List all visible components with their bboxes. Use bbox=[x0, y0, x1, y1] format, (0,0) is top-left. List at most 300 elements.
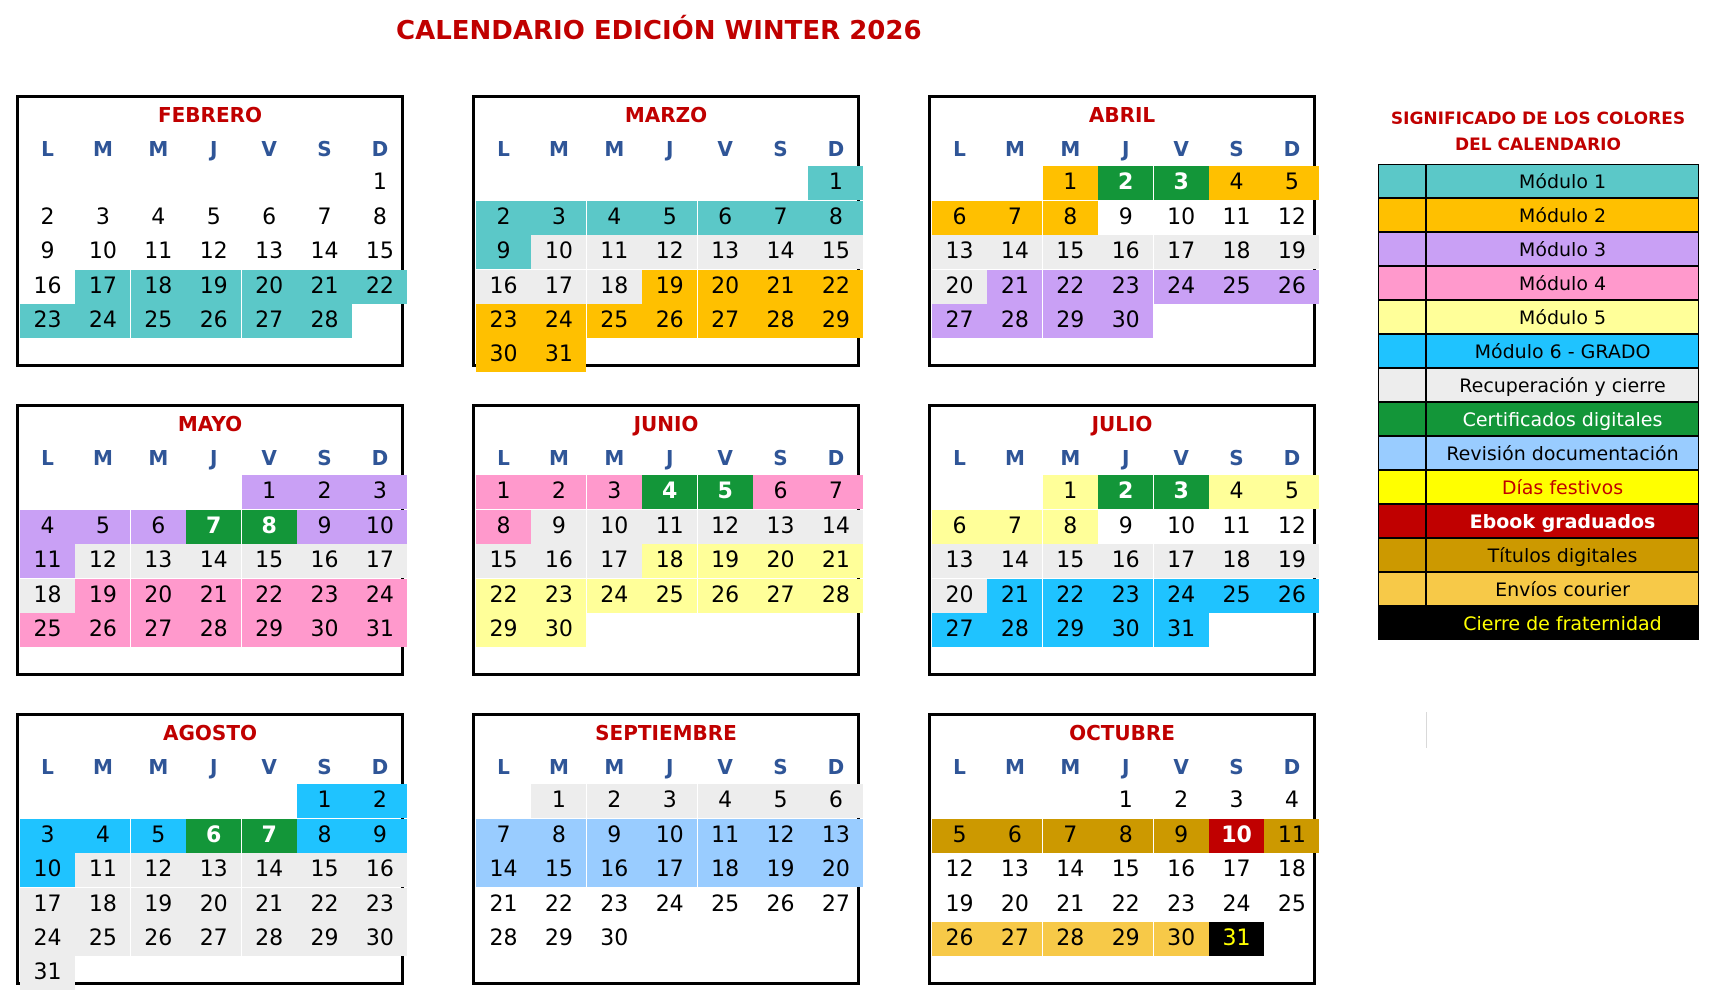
calendar-day: 1 bbox=[242, 475, 297, 509]
calendar-day: 15 bbox=[242, 544, 297, 578]
weekday-header: J bbox=[1121, 137, 1130, 161]
weekday-header: M bbox=[1004, 137, 1025, 161]
calendar-day: 11 bbox=[20, 544, 75, 578]
weekday-header: M bbox=[548, 755, 569, 779]
page-title: CALENDARIO EDICIÓN WINTER 2026 bbox=[396, 16, 922, 46]
calendar-day: 25 bbox=[131, 304, 186, 338]
calendar-day: 5 bbox=[698, 475, 753, 509]
calendar-day: 13 bbox=[698, 235, 753, 269]
calendar-day: 11 bbox=[75, 853, 130, 887]
weekday-header: J bbox=[665, 755, 674, 779]
calendar-day: 26 bbox=[131, 922, 186, 956]
month-junio bbox=[472, 404, 860, 676]
legend-swatch bbox=[1378, 606, 1426, 640]
calendar-day: 27 bbox=[987, 922, 1042, 956]
weekday-header: L bbox=[953, 446, 966, 470]
calendar-day: 14 bbox=[808, 510, 863, 544]
calendar-day: 16 bbox=[1167, 857, 1196, 883]
calendar-day: 24 bbox=[587, 579, 642, 613]
calendar-day: 14 bbox=[1056, 857, 1085, 883]
legend-swatch bbox=[1378, 232, 1426, 266]
calendar-day: 7 bbox=[808, 475, 863, 509]
calendar-day: 3 bbox=[95, 204, 110, 230]
weekday-header: M bbox=[604, 137, 625, 161]
calendar-day: 22 bbox=[1111, 891, 1140, 917]
weekday-header: S bbox=[1229, 446, 1244, 470]
calendar-day: 7 bbox=[987, 201, 1042, 235]
calendar-day: 1 bbox=[808, 166, 863, 200]
legend-swatch bbox=[1378, 266, 1426, 300]
legend-label: Títulos digitales bbox=[1426, 538, 1699, 572]
calendar-day: 17 bbox=[1154, 544, 1209, 578]
weekday-header: V bbox=[1173, 755, 1189, 779]
legend-label: Módulo 2 bbox=[1426, 198, 1699, 232]
calendar-day: 31 bbox=[1154, 613, 1209, 647]
legend-swatch bbox=[1378, 368, 1426, 402]
calendar-day: 17 bbox=[1154, 235, 1209, 269]
calendar-day: 31 bbox=[20, 956, 75, 990]
calendar-day: 8 bbox=[1043, 510, 1098, 544]
weekday-header: L bbox=[497, 755, 510, 779]
calendar-day: 13 bbox=[186, 853, 241, 887]
weekday-header: V bbox=[717, 137, 733, 161]
weekday-header: J bbox=[1121, 446, 1130, 470]
calendar-day: 1 bbox=[1118, 788, 1133, 814]
calendar-day: 13 bbox=[808, 819, 863, 853]
legend-title bbox=[1370, 106, 1706, 158]
calendar-day: 14 bbox=[186, 544, 241, 578]
calendar-day: 23 bbox=[1098, 579, 1153, 613]
weekday-header: L bbox=[41, 446, 54, 470]
calendar-day: 9 bbox=[352, 819, 407, 853]
calendar-day: 7 bbox=[476, 819, 531, 853]
calendar-day: 19 bbox=[186, 270, 241, 304]
calendar-day: 3 bbox=[352, 475, 407, 509]
weekday-header: M bbox=[1004, 755, 1025, 779]
weekday-header: M bbox=[92, 755, 113, 779]
legend-title-line-2: DEL CALENDARIO bbox=[1455, 135, 1621, 155]
calendar-day: 18 bbox=[587, 270, 642, 304]
calendar-day: 21 bbox=[489, 891, 518, 917]
calendar-day: 22 bbox=[544, 891, 573, 917]
calendar-day: 29 bbox=[1098, 922, 1153, 956]
calendar-day: 10 bbox=[531, 235, 586, 269]
month-name: JUNIO bbox=[633, 412, 699, 436]
calendar-day: 2 bbox=[1098, 166, 1153, 200]
weekday-header: M bbox=[1004, 446, 1025, 470]
month-name: FEBRERO bbox=[157, 103, 263, 127]
calendar-day: 6 bbox=[987, 819, 1042, 853]
weekday-header: L bbox=[41, 755, 54, 779]
calendar-day: 4 bbox=[587, 201, 642, 235]
calendar-day: 3 bbox=[20, 819, 75, 853]
weekday-header: S bbox=[773, 446, 788, 470]
calendar-day: 1 bbox=[372, 170, 387, 196]
weekday-header: V bbox=[1173, 137, 1189, 161]
calendar-day: 14 bbox=[310, 239, 339, 265]
weekday-header: D bbox=[1283, 446, 1301, 470]
calendar-day: 1 bbox=[531, 784, 586, 818]
calendar-day: 19 bbox=[131, 888, 186, 922]
month-abril bbox=[928, 95, 1316, 367]
calendar-day: 17 bbox=[75, 270, 130, 304]
calendar-day: 16 bbox=[531, 544, 586, 578]
calendar-day: 2 bbox=[1098, 475, 1153, 509]
calendar-day: 26 bbox=[766, 891, 795, 917]
legend-swatch bbox=[1378, 300, 1426, 334]
calendar-day: 20 bbox=[698, 270, 753, 304]
calendar-day: 21 bbox=[242, 888, 297, 922]
calendar-day: 27 bbox=[932, 304, 987, 338]
weekday-header: M bbox=[148, 446, 169, 470]
calendar-day: 15 bbox=[1043, 235, 1098, 269]
calendar-day: 24 bbox=[531, 304, 586, 338]
calendar-day: 17 bbox=[1222, 857, 1251, 883]
calendar-day: 15 bbox=[365, 239, 394, 265]
calendar-day: 5 bbox=[932, 819, 987, 853]
calendar-day: 7 bbox=[186, 510, 241, 544]
calendar-day: 24 bbox=[75, 304, 130, 338]
calendar-day: 9 bbox=[1154, 819, 1209, 853]
calendar-day: 9 bbox=[1118, 204, 1133, 230]
calendar-day: 10 bbox=[352, 510, 407, 544]
weekday-header: S bbox=[1229, 755, 1244, 779]
month-marzo bbox=[472, 95, 860, 367]
calendar-day: 21 bbox=[186, 579, 241, 613]
calendar-day: 18 bbox=[75, 888, 130, 922]
calendar-day: 12 bbox=[753, 819, 808, 853]
calendar-day: 23 bbox=[531, 579, 586, 613]
legend-swatch bbox=[1378, 538, 1426, 572]
calendar-day: 16 bbox=[1098, 544, 1153, 578]
calendar-day: 31 bbox=[352, 613, 407, 647]
calendar-day: 9 bbox=[531, 510, 586, 544]
calendar-day: 2 bbox=[352, 784, 407, 818]
calendar-day: 6 bbox=[186, 819, 241, 853]
calendar-day: 9 bbox=[1118, 513, 1133, 539]
calendar-day: 31 bbox=[531, 338, 586, 372]
calendar-day: 2 bbox=[1174, 788, 1189, 814]
calendar-day: 3 bbox=[531, 201, 586, 235]
calendar-day: 29 bbox=[297, 922, 352, 956]
calendar-day: 21 bbox=[753, 270, 808, 304]
calendar-day: 18 bbox=[698, 853, 753, 887]
calendar-day: 25 bbox=[1277, 891, 1306, 917]
calendar-day: 7 bbox=[1043, 819, 1098, 853]
calendar-day: 24 bbox=[1154, 270, 1209, 304]
calendar-day: 6 bbox=[262, 204, 277, 230]
weekday-header: L bbox=[953, 137, 966, 161]
calendar-day: 5 bbox=[75, 510, 130, 544]
calendar-day: 12 bbox=[75, 544, 130, 578]
calendar-day: 3 bbox=[1154, 475, 1209, 509]
weekday-header: J bbox=[665, 137, 674, 161]
weekday-header: D bbox=[827, 446, 845, 470]
calendar-day: 17 bbox=[642, 853, 697, 887]
calendar-day: 3 bbox=[587, 475, 642, 509]
calendar-day: 13 bbox=[255, 239, 284, 265]
calendar-day: 19 bbox=[642, 270, 697, 304]
calendar-day: 8 bbox=[372, 204, 387, 230]
calendar-day: 23 bbox=[476, 304, 531, 338]
calendar-day: 15 bbox=[1111, 857, 1140, 883]
calendar-day: 8 bbox=[808, 201, 863, 235]
calendar-day: 26 bbox=[932, 922, 987, 956]
weekday-header: M bbox=[148, 137, 169, 161]
calendar-day: 13 bbox=[131, 544, 186, 578]
calendar-day: 18 bbox=[1209, 235, 1264, 269]
calendar-day: 4 bbox=[151, 204, 166, 230]
calendar-day: 27 bbox=[932, 613, 987, 647]
calendar-day: 15 bbox=[1043, 544, 1098, 578]
weekday-header: J bbox=[209, 446, 218, 470]
calendar-day: 20 bbox=[186, 888, 241, 922]
divider-line bbox=[1426, 712, 1427, 748]
weekday-header: D bbox=[371, 755, 389, 779]
calendar-day: 22 bbox=[297, 888, 352, 922]
legend-swatch bbox=[1378, 504, 1426, 538]
calendar-day: 16 bbox=[33, 273, 62, 299]
calendar-day: 6 bbox=[753, 475, 808, 509]
calendar-day: 14 bbox=[987, 544, 1042, 578]
calendar-day: 30 bbox=[531, 613, 586, 647]
calendar-day: 19 bbox=[698, 544, 753, 578]
calendar-day: 7 bbox=[242, 819, 297, 853]
calendar-day: 11 bbox=[587, 235, 642, 269]
calendar-day: 10 bbox=[642, 819, 697, 853]
calendar-day: 22 bbox=[476, 579, 531, 613]
legend-label: Recuperación y cierre bbox=[1426, 368, 1699, 402]
calendar-day: 20 bbox=[932, 270, 987, 304]
calendar-day: 20 bbox=[753, 544, 808, 578]
calendar-day: 14 bbox=[476, 853, 531, 887]
legend-label: Módulo 1 bbox=[1426, 164, 1699, 198]
weekday-header: D bbox=[371, 137, 389, 161]
legend-swatch bbox=[1378, 334, 1426, 368]
calendar-day: 7 bbox=[987, 510, 1042, 544]
calendar-day: 10 bbox=[587, 510, 642, 544]
legend-label: Módulo 5 bbox=[1426, 300, 1699, 334]
month-julio bbox=[928, 404, 1316, 676]
calendar-day: 17 bbox=[20, 888, 75, 922]
calendar-day: 2 bbox=[531, 475, 586, 509]
legend-swatch bbox=[1378, 198, 1426, 232]
calendar-day: 5 bbox=[753, 784, 808, 818]
weekday-header: J bbox=[209, 755, 218, 779]
calendar-day: 4 bbox=[698, 784, 753, 818]
calendar-day: 28 bbox=[1043, 922, 1098, 956]
calendar-day: 27 bbox=[753, 579, 808, 613]
calendar-day: 11 bbox=[1264, 819, 1319, 853]
calendar-day: 14 bbox=[753, 235, 808, 269]
calendar-day: 11 bbox=[1222, 513, 1251, 539]
calendar-day: 28 bbox=[186, 613, 241, 647]
calendar-day: 25 bbox=[1209, 270, 1264, 304]
calendar-day: 27 bbox=[186, 922, 241, 956]
calendar-day: 30 bbox=[600, 926, 629, 951]
calendar-day: 4 bbox=[1209, 166, 1264, 200]
legend-swatch bbox=[1378, 470, 1426, 504]
calendar-day: 28 bbox=[987, 304, 1042, 338]
calendar-day: 18 bbox=[20, 579, 75, 613]
calendar-day: 21 bbox=[987, 579, 1042, 613]
calendar-day: 9 bbox=[40, 239, 55, 265]
calendar-day: 12 bbox=[642, 235, 697, 269]
calendar-day: 25 bbox=[711, 891, 740, 917]
calendar-day: 29 bbox=[544, 926, 573, 951]
calendar-day: 15 bbox=[531, 853, 586, 887]
calendar-day: 4 bbox=[642, 475, 697, 509]
weekday-header: L bbox=[497, 137, 510, 161]
calendar-day: 5 bbox=[642, 201, 697, 235]
weekday-header: M bbox=[548, 137, 569, 161]
legend-label: Días festivos bbox=[1426, 470, 1699, 504]
calendar-day: 24 bbox=[1154, 579, 1209, 613]
calendar-day: 29 bbox=[1043, 304, 1098, 338]
legend-title-line-1: SIGNIFICADO DE LOS COLORES bbox=[1390, 109, 1686, 129]
calendar-day: 11 bbox=[1222, 204, 1251, 230]
calendar-day: 29 bbox=[808, 304, 863, 338]
weekday-header: M bbox=[604, 755, 625, 779]
legend-swatch bbox=[1378, 572, 1426, 606]
month-name: MAYO bbox=[177, 412, 243, 436]
legend-label: Certificados digitales bbox=[1426, 402, 1699, 436]
calendar-day: 23 bbox=[352, 888, 407, 922]
weekday-header: M bbox=[548, 446, 569, 470]
weekday-header: J bbox=[665, 446, 674, 470]
calendar-day: 6 bbox=[932, 201, 987, 235]
calendar-day: 13 bbox=[1000, 857, 1029, 883]
calendar-day: 2 bbox=[587, 784, 642, 818]
calendar-day: 27 bbox=[821, 891, 850, 917]
calendar-day: 4 bbox=[75, 819, 130, 853]
calendar-day: 12 bbox=[945, 857, 974, 883]
calendar-day: 12 bbox=[199, 239, 228, 265]
calendar-day: 21 bbox=[297, 270, 352, 304]
calendar-day: 10 bbox=[1167, 513, 1196, 539]
calendar-day: 19 bbox=[945, 891, 974, 917]
calendar-day: 30 bbox=[1154, 922, 1209, 956]
calendar-day: 28 bbox=[808, 579, 863, 613]
weekday-header: M bbox=[604, 446, 625, 470]
calendar-day: 5 bbox=[1264, 475, 1319, 509]
calendar-day: 4 bbox=[20, 510, 75, 544]
calendar-day: 10 bbox=[1167, 204, 1196, 230]
calendar-day: 13 bbox=[932, 544, 987, 578]
calendar-day: 16 bbox=[476, 270, 531, 304]
calendar-day: 12 bbox=[131, 853, 186, 887]
calendar-day: 6 bbox=[932, 510, 987, 544]
calendar-day: 11 bbox=[144, 239, 173, 265]
weekday-header: V bbox=[1173, 446, 1189, 470]
calendar-day: 5 bbox=[206, 204, 221, 230]
calendar-day: 10 bbox=[20, 853, 75, 887]
calendar-day: 3 bbox=[642, 784, 697, 818]
calendar-day: 24 bbox=[352, 579, 407, 613]
weekday-header: J bbox=[1121, 755, 1130, 779]
weekday-header: D bbox=[371, 446, 389, 470]
calendar-day: 25 bbox=[1209, 579, 1264, 613]
calendar-day: 26 bbox=[75, 613, 130, 647]
weekday-header: L bbox=[953, 755, 966, 779]
legend-label: Módulo 3 bbox=[1426, 232, 1699, 266]
weekday-header: S bbox=[317, 755, 332, 779]
legend-table bbox=[1378, 164, 1699, 640]
month-mayo bbox=[16, 404, 404, 676]
calendar-day: 19 bbox=[753, 853, 808, 887]
weekday-header: V bbox=[717, 755, 733, 779]
calendar-day: 20 bbox=[131, 579, 186, 613]
calendar-day: 9 bbox=[476, 235, 531, 269]
calendar-day: 26 bbox=[642, 304, 697, 338]
calendar-day: 9 bbox=[297, 510, 352, 544]
calendar-day: 14 bbox=[242, 853, 297, 887]
calendar-day: 26 bbox=[186, 304, 241, 338]
calendar-day: 29 bbox=[476, 613, 531, 647]
calendar-day: 8 bbox=[1043, 201, 1098, 235]
calendar-day: 1 bbox=[1043, 475, 1098, 509]
weekday-header: M bbox=[1060, 137, 1081, 161]
calendar-day: 20 bbox=[1000, 891, 1029, 917]
weekday-header: S bbox=[317, 446, 332, 470]
calendar-day: 8 bbox=[476, 510, 531, 544]
calendar-day: 7 bbox=[317, 204, 332, 230]
calendar-day: 11 bbox=[698, 819, 753, 853]
calendar-day: 30 bbox=[476, 338, 531, 372]
calendar-day: 26 bbox=[1264, 579, 1319, 613]
calendar-day: 14 bbox=[987, 235, 1042, 269]
weekday-header: J bbox=[209, 137, 218, 161]
calendar-day: 18 bbox=[642, 544, 697, 578]
weekday-header: S bbox=[773, 755, 788, 779]
calendar-day: 23 bbox=[600, 891, 629, 917]
month-name: SEPTIEMBRE bbox=[595, 721, 737, 745]
calendar-day: 25 bbox=[75, 922, 130, 956]
calendar-day: 15 bbox=[808, 235, 863, 269]
calendar-day: 30 bbox=[1098, 304, 1153, 338]
weekday-header: S bbox=[317, 137, 332, 161]
calendar-day: 12 bbox=[698, 510, 753, 544]
weekday-header: V bbox=[261, 755, 277, 779]
calendar-day: 22 bbox=[1043, 270, 1098, 304]
calendar-day: 17 bbox=[352, 544, 407, 578]
legend-label: Revisión documentación bbox=[1426, 436, 1699, 470]
calendar-day: 18 bbox=[131, 270, 186, 304]
month-name: ABRIL bbox=[1088, 103, 1156, 127]
calendar-day: 28 bbox=[297, 304, 352, 338]
calendar-day: 26 bbox=[698, 579, 753, 613]
calendar-day: 27 bbox=[698, 304, 753, 338]
calendar-day: 5 bbox=[1264, 166, 1319, 200]
calendar-day: 25 bbox=[642, 579, 697, 613]
calendar-day: 23 bbox=[20, 304, 75, 338]
calendar-day: 30 bbox=[1098, 613, 1153, 647]
calendar-day: 26 bbox=[1264, 270, 1319, 304]
calendar-day: 27 bbox=[131, 613, 186, 647]
calendar-day: 7 bbox=[753, 201, 808, 235]
calendar-day: 29 bbox=[1043, 613, 1098, 647]
calendar-day: 18 bbox=[1277, 857, 1306, 883]
calendar-day: 28 bbox=[987, 613, 1042, 647]
calendar-day: 16 bbox=[1098, 235, 1153, 269]
calendar-day: 29 bbox=[242, 613, 297, 647]
calendar-day: 1 bbox=[297, 784, 352, 818]
calendar-day: 17 bbox=[587, 544, 642, 578]
calendar-day: 2 bbox=[476, 201, 531, 235]
calendar-day: 22 bbox=[1043, 579, 1098, 613]
calendar-day: 23 bbox=[1098, 270, 1153, 304]
calendar-day: 23 bbox=[297, 579, 352, 613]
